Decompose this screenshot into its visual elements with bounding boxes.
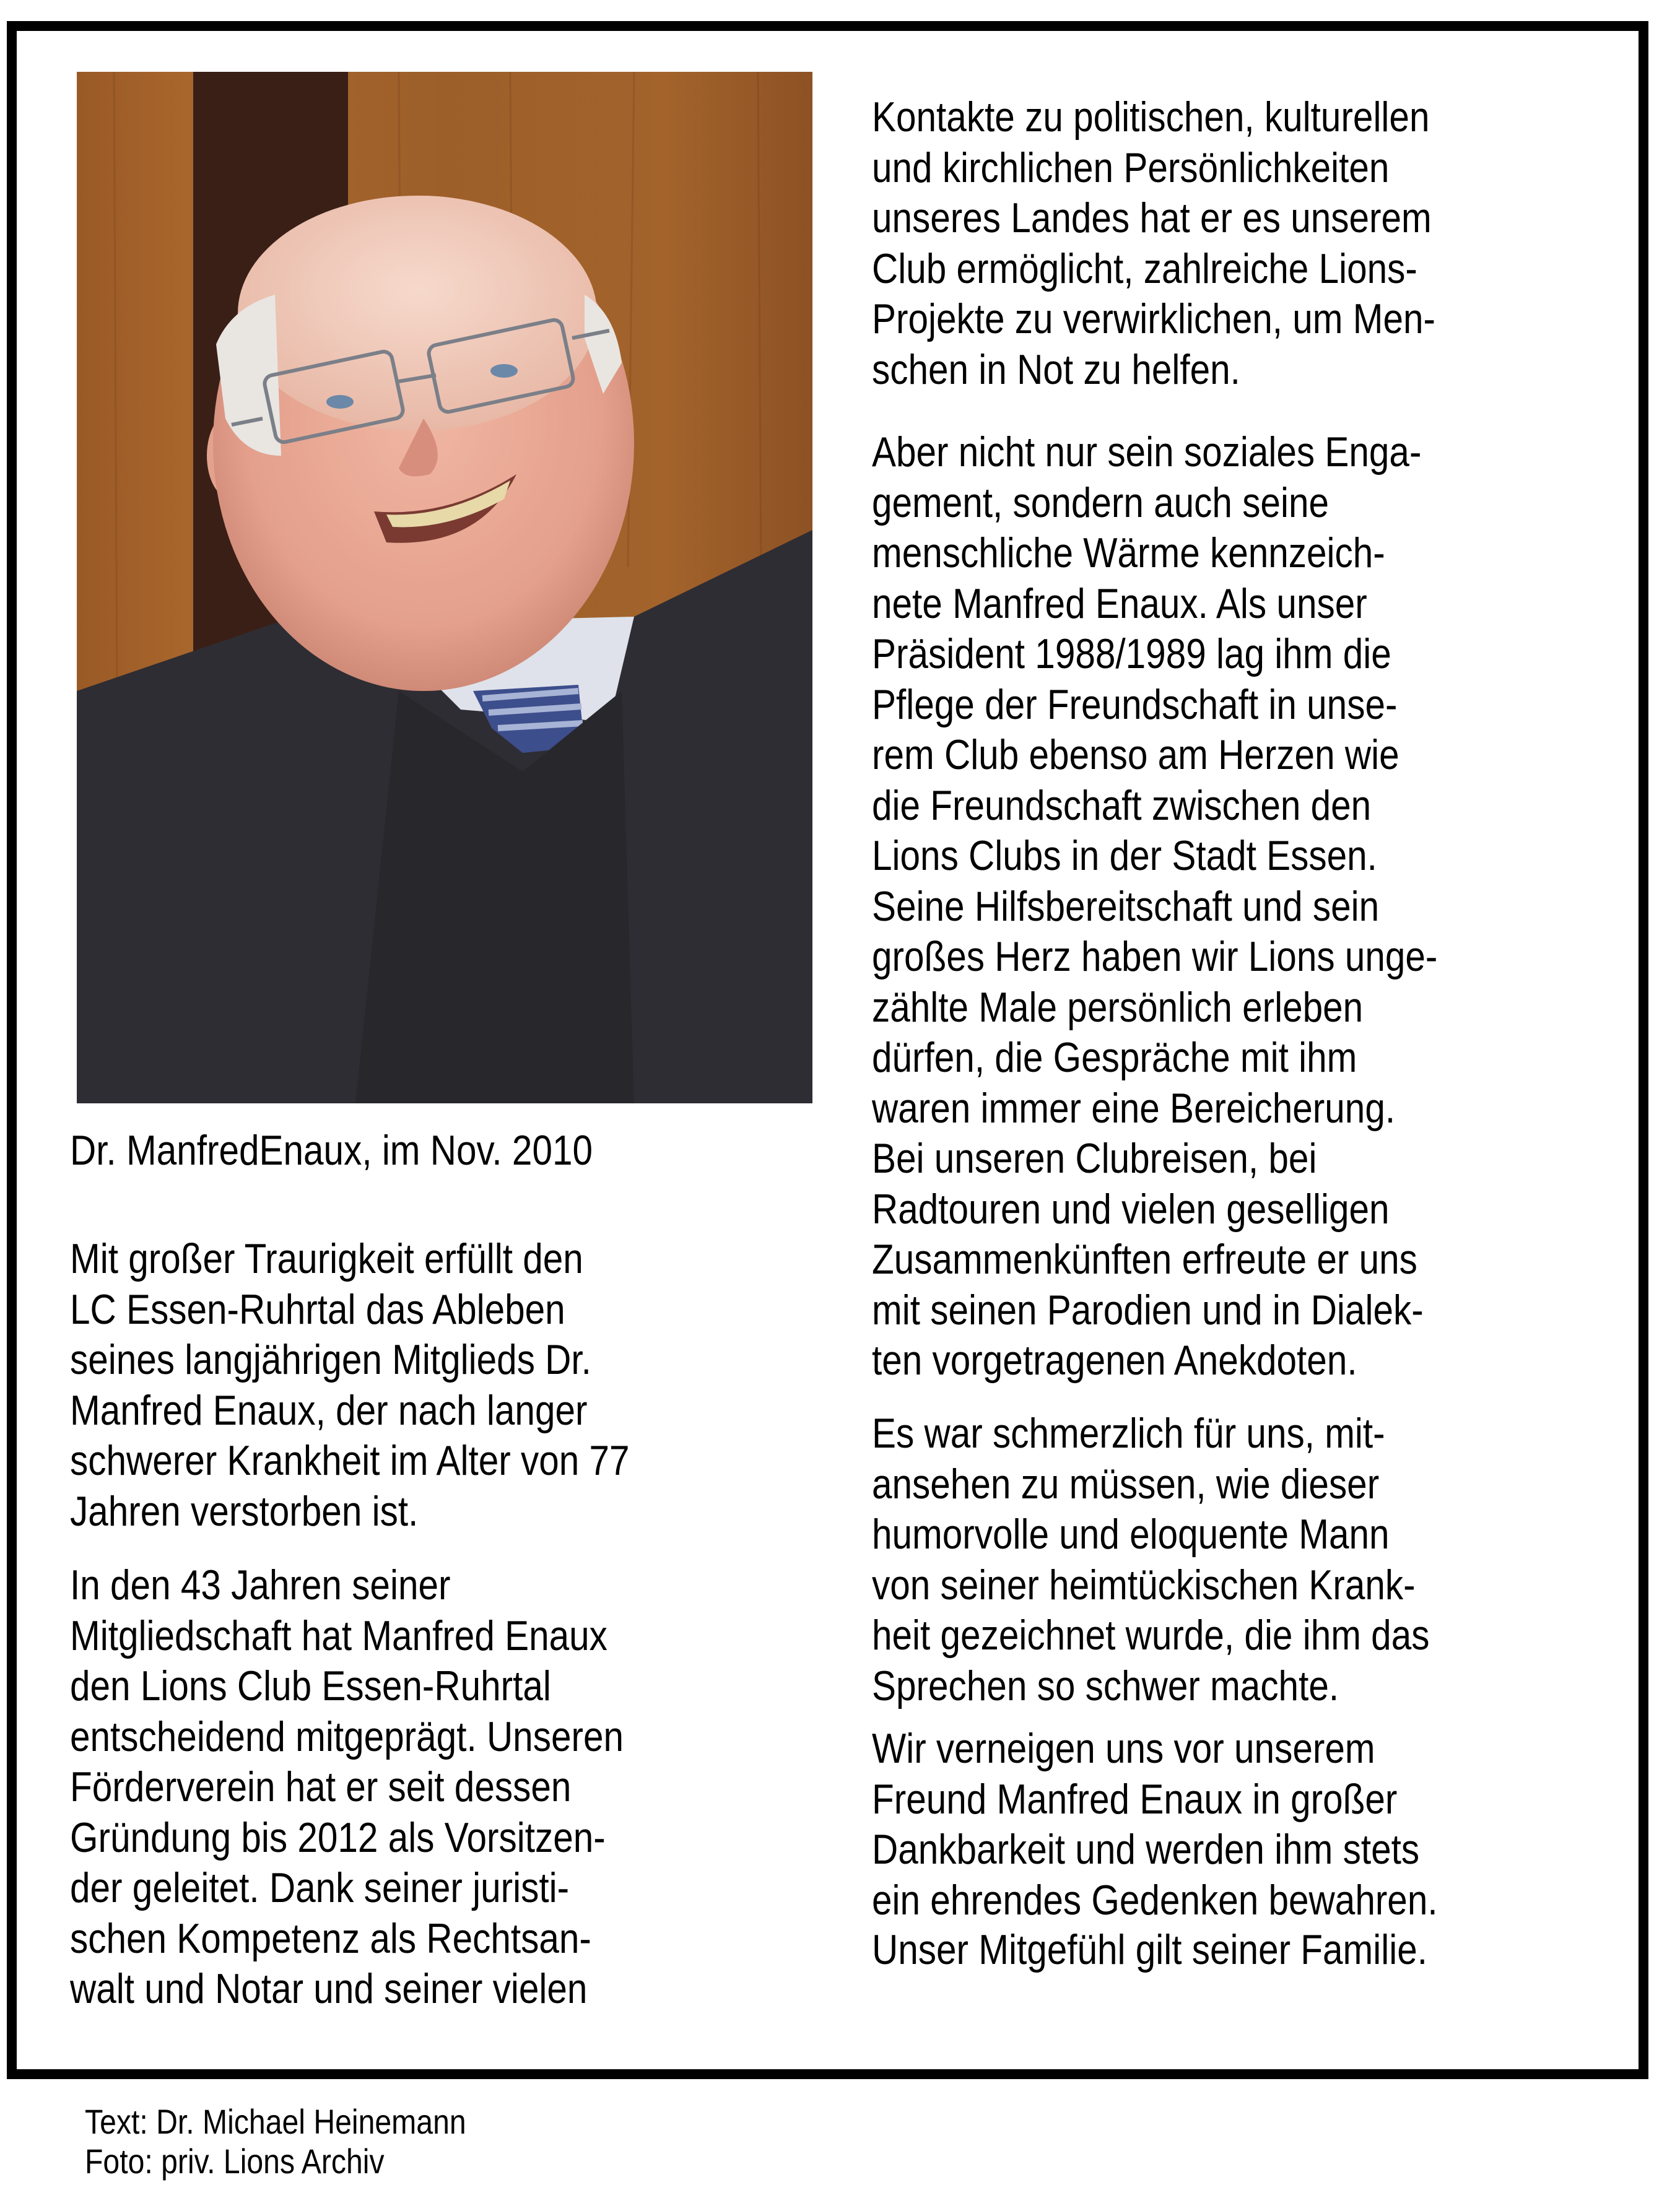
text-line: den Lions Club Essen-Ruhrtal — [70, 1662, 551, 1709]
text-line: ten vorgetragenen Anekdoten. — [872, 1337, 1357, 1384]
text-line: Aber nicht nur sein soziales Enga- — [872, 428, 1422, 476]
text-line: die Freundschaft zwischen den — [872, 781, 1372, 829]
text-line: Kontakte zu politischen, kulturellen — [872, 93, 1430, 141]
credits — [85, 2102, 466, 2181]
right-paragraph-2 — [872, 427, 1437, 1386]
text-line: entscheidend mitgeprägt. Unseren — [70, 1713, 624, 1760]
left-paragraph-2 — [70, 1560, 624, 2015]
text-line: Projekte zu verwirklichen, um Men- — [872, 295, 1435, 342]
text-line: Mit großer Traurigkeit erfüllt den — [70, 1235, 583, 1282]
text-line: Seine Hilfsbereitschaft und sein — [872, 882, 1380, 930]
text-line: großes Herz haben wir Lions unge- — [872, 933, 1438, 980]
text-line: Manfred Enaux, der nach langer — [70, 1386, 588, 1434]
text-line: menschliche Wärme kennzeich- — [872, 529, 1385, 576]
photo-credit: Foto: priv. Lions Archiv — [85, 2142, 385, 2181]
text-line: zählte Male persönlich erleben — [872, 983, 1364, 1031]
text-line: der geleitet. Dank seiner juristi- — [70, 1864, 570, 1911]
bald-head — [238, 196, 597, 431]
text-line: Dankbarkeit und werden ihm stets — [872, 1826, 1420, 1873]
text-line: Wir verneigen uns vor unserem — [872, 1725, 1375, 1772]
right-paragraph-1 — [872, 92, 1435, 395]
text-line: schen in Not zu helfen. — [872, 345, 1240, 393]
text-line: seines langjährigen Mitglieds Dr. — [70, 1336, 591, 1383]
portrait-illustration — [77, 72, 812, 1103]
text-line: Mitgliedschaft hat Manfred Enaux — [70, 1612, 607, 1659]
text-line: nete Manfred Enaux. Als unser — [872, 580, 1367, 627]
text-line: Zusammenkünften erfreute er uns — [872, 1236, 1417, 1283]
caption-text: Dr. ManfredEnaux, im Nov. 2010 — [70, 1127, 593, 1174]
text-line: waren immer eine Bereicherung. — [872, 1084, 1396, 1132]
text-line: mit seinen Parodien und in Dialek- — [872, 1286, 1424, 1334]
text-line: unseres Landes hat er es unserem — [872, 194, 1432, 241]
text-line: schen Kompetenz als Rechtsan- — [70, 1914, 591, 1962]
text-line: Gründung bis 2012 als Vorsitzen- — [70, 1814, 606, 1861]
text-line: von seiner heimtückischen Krank- — [872, 1561, 1416, 1609]
portrait-photo — [77, 72, 812, 1103]
text-line: Lions Clubs in der Stadt Essen. — [872, 832, 1377, 879]
text-line: humorvolle und eloquente Mann — [872, 1511, 1390, 1558]
text-line: LC Essen-Ruhrtal das Ableben — [70, 1285, 565, 1333]
text-line: Jahren verstorben ist. — [70, 1487, 419, 1535]
text-line: Club ermöglicht, zahlreiche Lions- — [872, 245, 1417, 292]
text-line: heit gezeichnet wurde, die ihm das — [872, 1612, 1430, 1659]
text-line: walt und Notar und seiner vielen — [70, 1965, 588, 2012]
text-line: Es war schmerzlich für uns, mit- — [872, 1410, 1385, 1457]
text-line: Förderverein hat er seit dessen — [70, 1763, 572, 1810]
text-line: dürfen, die Gespräche mit ihm — [872, 1034, 1357, 1081]
text-line: Sprechen so schwer machte. — [872, 1662, 1339, 1709]
text-line: Präsident 1988/1989 lag ihm die — [872, 630, 1391, 677]
text-line: Pflege der Freundschaft in unse- — [872, 680, 1398, 728]
left-paragraph-1 — [70, 1234, 630, 1537]
right-paragraph-5 — [872, 1925, 1427, 1976]
text-line: gement, sondern auch seine — [872, 479, 1330, 526]
text-line: Unser Mitgefühl gilt seiner Familie. — [872, 1926, 1428, 1973]
text-line: schwerer Krankheit im Alter von 77 — [70, 1437, 630, 1484]
text-line: rem Club ebenso am Herzen wie — [872, 731, 1399, 778]
text-line: und kirchlichen Persönlichkeiten — [872, 144, 1390, 191]
right-paragraph-4 — [872, 1724, 1438, 1926]
text-line: Bei unseren Clubreisen, bei — [872, 1135, 1317, 1182]
photo-caption — [70, 1126, 593, 1176]
text-line: In den 43 Jahren seiner — [70, 1562, 451, 1609]
text-line: ansehen zu müssen, wie dieser — [872, 1460, 1380, 1508]
text-line: ein ehrendes Gedenken bewahren. — [872, 1876, 1438, 1924]
text-line: Freund Manfred Enaux in großer — [872, 1775, 1398, 1823]
text-credit: Text: Dr. Michael Heinemann — [85, 2102, 466, 2141]
text-line: Radtouren und vielen geselligen — [872, 1185, 1390, 1233]
right-paragraph-3 — [872, 1409, 1429, 1711]
